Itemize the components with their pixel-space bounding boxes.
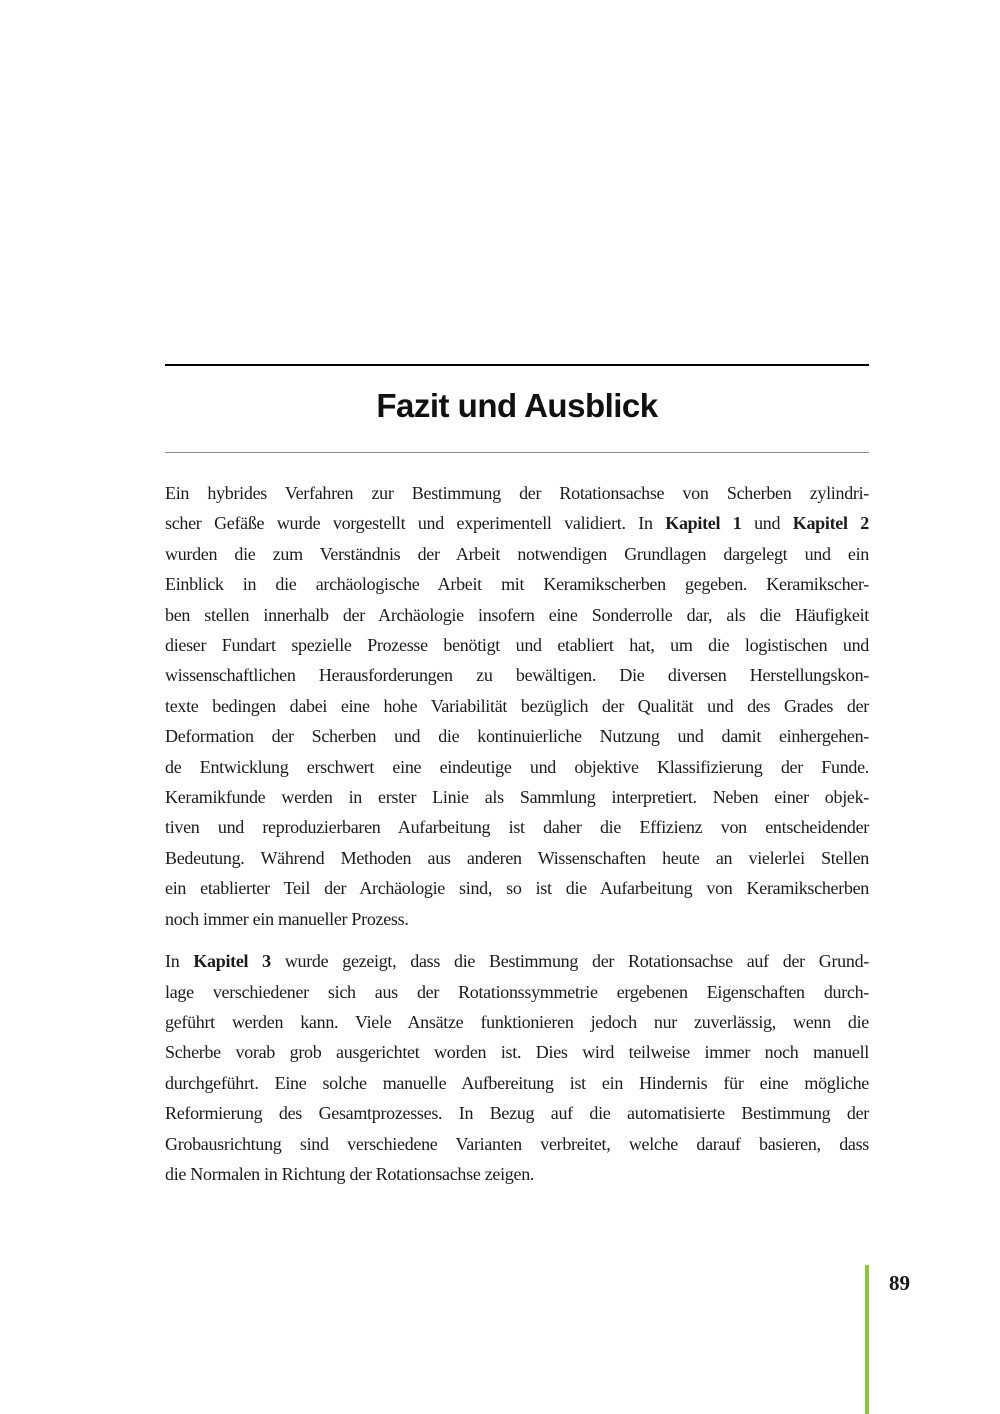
text-line: Einblick in die archäologische Arbeit mit Keramikscherben gegeben. Keramikscher- (165, 574, 869, 595)
page-number: 89 (889, 1271, 910, 1295)
text-line: Scherbe vorab grob ausgerichtet worden ist. Dies wird teilweise immer noch manuell (165, 1042, 869, 1063)
text-line: Keramikfunde werden in erster Linie als Sammlung interpretiert. Neben einer objek- (165, 787, 869, 808)
text-line: Reformierung des Gesamtprozesses. In Bezug auf die automatisierte Bestimmung der (165, 1103, 869, 1124)
paragraph (165, 478, 869, 934)
text-line: In Kapitel 3 wurde gezeigt, dass die Bestimmung der Rotationsachse auf der Grund- (165, 951, 869, 972)
text-line: ein etablierter Teil der Archäologie sind, so ist die Aufarbeitung von Keramikscherben (165, 878, 869, 899)
text-line: Deformation der Scherben und die kontinuierliche Nutzung und damit einhergehen- (165, 726, 869, 747)
text-line: die Normalen in Richtung der Rotationsachse zeigen. (165, 1163, 535, 1184)
text-line: ben stellen innerhalb der Archäologie insofern eine Sonderrolle dar, als die Häufigkeit (165, 604, 869, 625)
text-line: Bedeutung. Während Methoden aus anderen Wissenschaften heute an vielerlei Stellen (165, 847, 869, 868)
text-line: wurden die zum Verständnis der Arbeit notwendigen Grundlagen dargelegt und ein (165, 543, 869, 564)
text-line: durchgeführt. Eine solche manuelle Aufbereitung ist ein Hindernis für eine mögliche (165, 1072, 869, 1093)
chapter-rule-bottom (165, 452, 869, 453)
text-line: de Entwicklung erschwert eine eindeutige und objektive Klassifizierung der Funde. (165, 756, 869, 777)
chapter-rule-top (165, 364, 869, 366)
text-line: noch immer ein manueller Prozess. (165, 908, 409, 929)
text-line: lage verschiedener sich aus der Rotationssymmetrie ergebenen Eigenschaften durch- (165, 981, 869, 1002)
text-line: Grobausrichtung sind verschiedene Varianten verbreitet, welche darauf basieren, dass (165, 1133, 869, 1154)
text-line: scher Gefäße wurde vorgestellt und experimentell validiert. In Kapitel 1 und Kapitel 2 (165, 513, 869, 534)
text-line: dieser Fundart spezielle Prozesse benötigt und etabliert hat, um die logistischen und (165, 635, 869, 656)
page-accent-bar (865, 1265, 869, 1414)
text-line: texte bedingen dabei eine hohe Variabilität bezüglich der Qualität und des Grades der (165, 695, 869, 716)
text-line: geführt werden kann. Viele Ansätze funktionieren jedoch nur zuverlässig, wenn die (165, 1011, 869, 1032)
text-line: Ein hybrides Verfahren zur Bestimmung der Rotationsachse von Scherben zylindri- (165, 483, 869, 503)
body-paragraphs (165, 478, 869, 1189)
paragraph (165, 946, 869, 1189)
text-line: tiven und reproduzierbaren Aufarbeitung ist daher die Effizienz von entscheidender (165, 817, 869, 838)
text-line: wissenschaftlichen Herausforderungen zu bewältigen. Die diversen Herstellungskon- (165, 665, 869, 686)
chapter-title: Fazit und Ausblick (376, 387, 658, 424)
